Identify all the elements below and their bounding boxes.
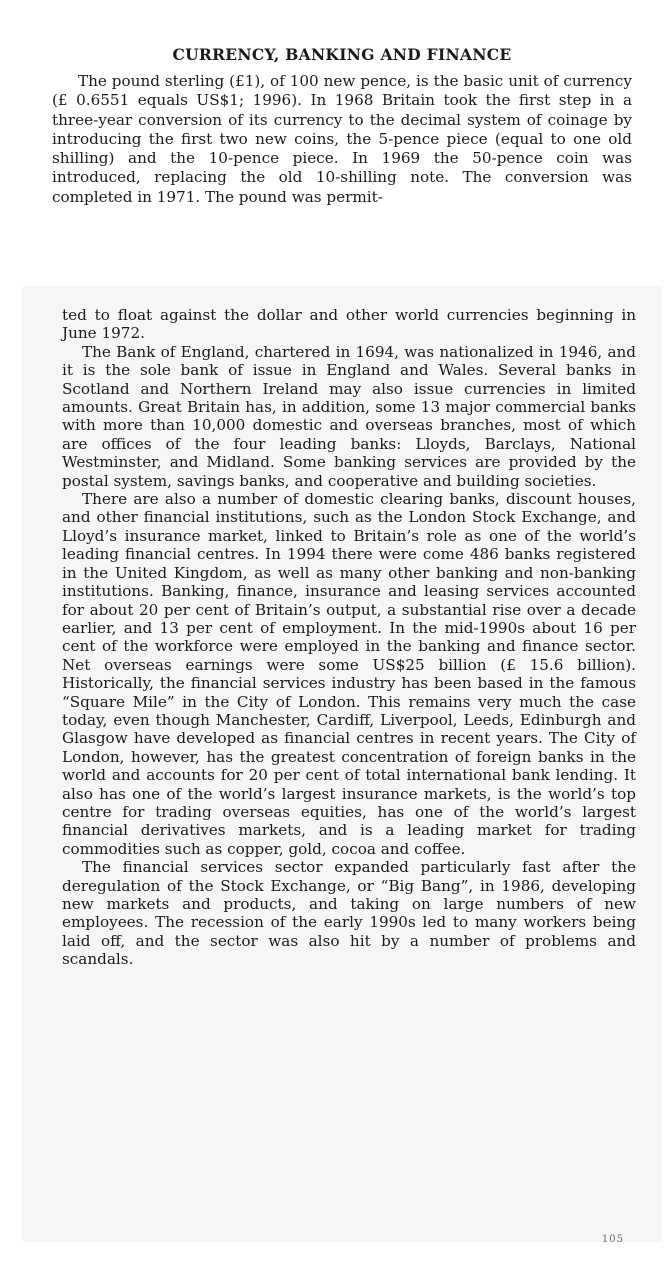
paragraph-financial-institutions: There are also a number of domestic clearing banks, discount houses, and other financial institutions, such as the London Stock Exchange, and Lloyd’s insurance market, linked to Britain’s role as one of the world’s leading financial centres. In 1994 there were come 486 banks registered in the United Kingdom, as well as many other banking and non-banking institutions. Banking, finance, insurance and leasing services accounted for about 20 per cent of Britain’s output, a substantial rise over a decade earlier, and 13 per cent of employment. In the mid-1990s about 16 per cent of the workforce were employed in the banking and finance sector. Net overseas earnings were some US$25 billion (£ 15.6 billion). Historically, the financial services industry has been based in the famous “Square Mile” in the City of London. This remains very much the case today, even though Manchester, Cardiff, Liverpool, Leeds, Edinburgh and Glasgow have developed as financial centres in recent years. The City of London, however, has the greatest concentration of foreign banks in the world and accounts for 20 per cent of total international bank lending. It also has one of the world’s largest insurance markets, is the world’s top centre for trading overseas equities, has one of the world’s largest financial derivatives markets, and is a leading market for trading commodities such as copper, gold, cocoa and coffee. (62, 490, 636, 858)
intro-paragraph: The pound sterling (£1), of 100 new pence, is the basic unit of currency (£ 0.6551 equals US$1; 1996). In 1968 Britain took the first step in a three-year conversion of its currency to the decimal system of coinage by introducing the first two new coins, the 5-pence piece (equal to one old shilling) and the 10-pence piece. In 1969 the 50-pence coin was introduced, replacing the old 10-shilling note. The conversion was completed in 1971. The pound was permit- (52, 72, 632, 206)
continuation-page-scan (22, 286, 662, 1245)
paragraph-financial-services: The financial services sector expanded particularly fast after the deregulation of the Stock Exchange, or “Big Bang”, in 1986, developing new markets and products, and taking on large numbers of new employees. The recession of the early 1990s led to many workers being laid off, and the sector was also hit by a number of problems and scandals. (62, 858, 636, 969)
continuation-text (62, 306, 636, 969)
section-heading: CURRENCY, BANKING AND FINANCE (172, 45, 512, 64)
page-number: 105 (601, 1234, 624, 1245)
paragraph-continued: ted to float against the dollar and other world currencies beginning in June 1972. (62, 306, 636, 343)
section-top (52, 44, 632, 207)
paragraph-bank-of-england: The Bank of England, chartered in 1694, was nationalized in 1946, and it is the sole bank of issue in England and Wales. Several banks in Scotland and Northern Ireland may also issue currencies in limited amounts. Great Britain has, in addition, some 13 major commercial banks with more than 10,000 domestic and overseas branches, most of which are offices of the four leading banks: Lloyds, Barclays, National Westminster, and Midland. Some banking services are provided by the postal system, savings banks, and cooperative and building societies. (62, 342, 636, 490)
